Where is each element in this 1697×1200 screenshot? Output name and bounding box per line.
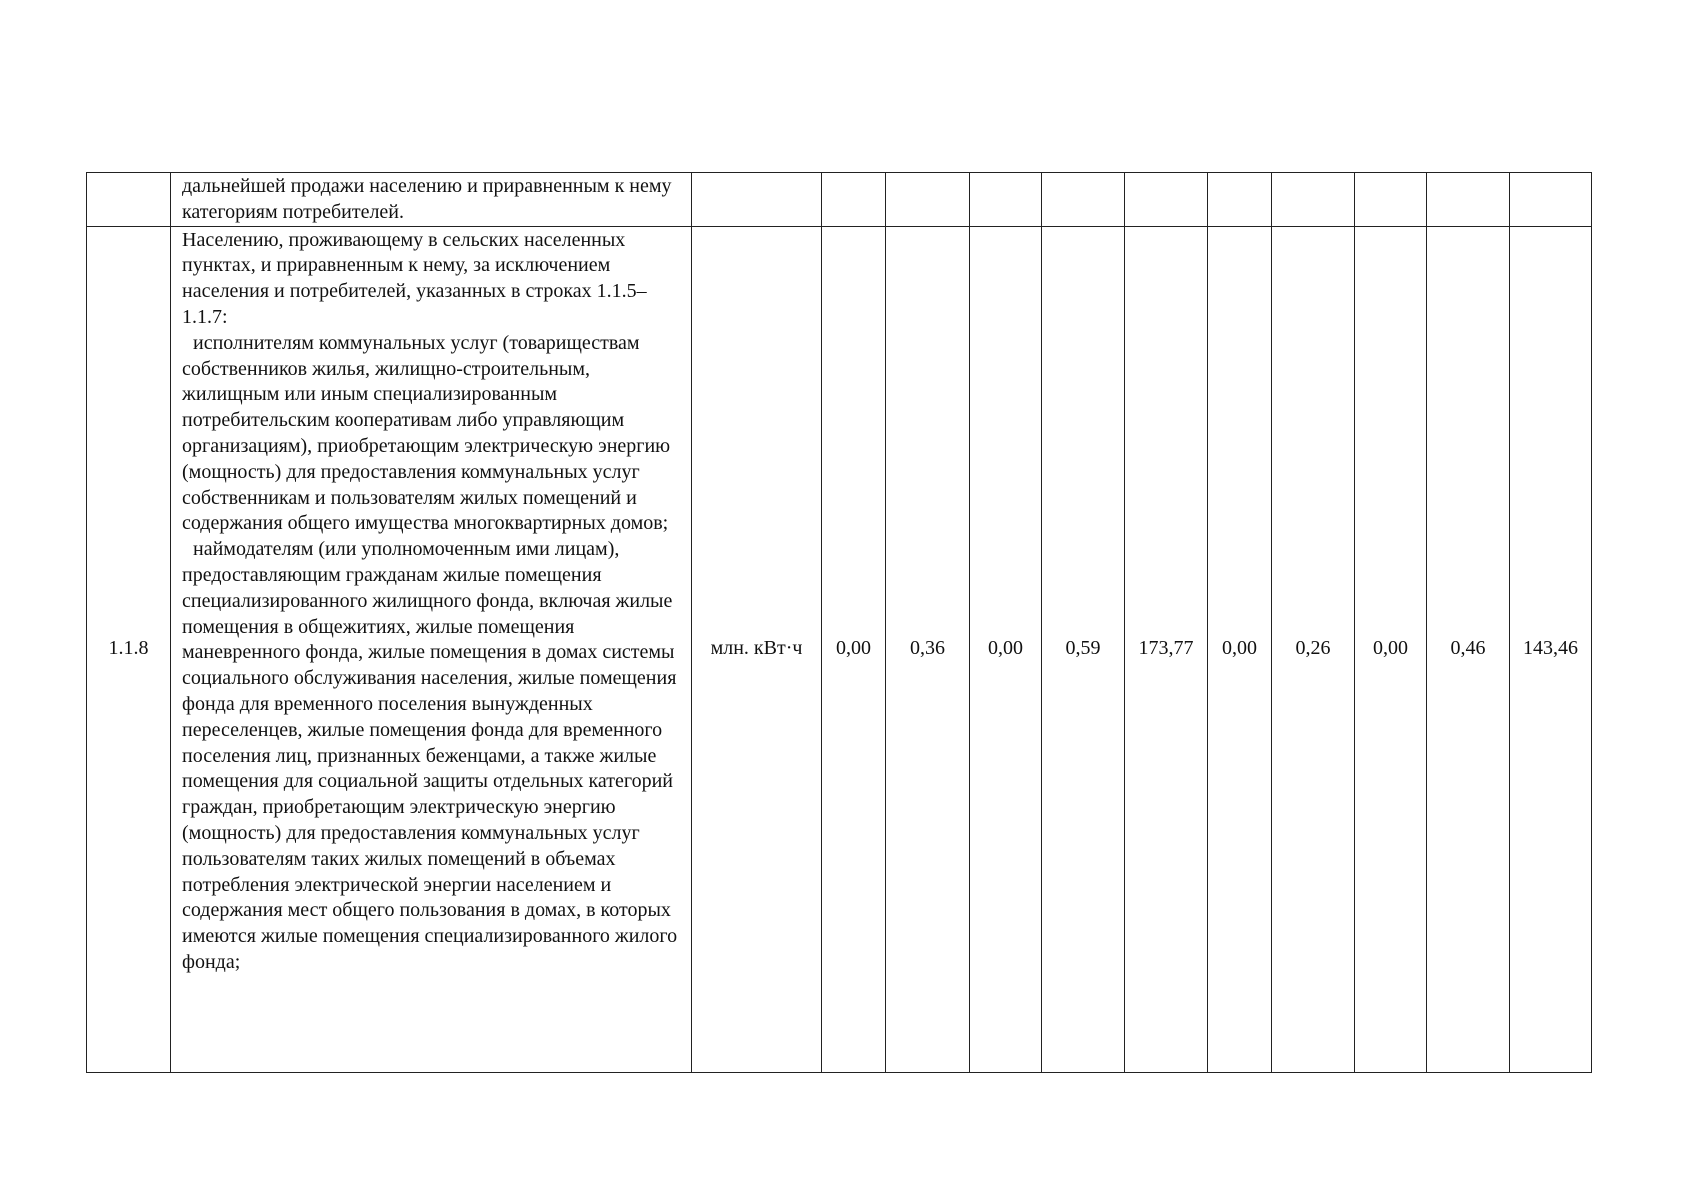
description-paragraph: Населению, проживающему в сельских населенных пунктах, и приравненным к нему, за исключением населения и потребителей, указанных в строках 1.1.5–1.1.7: bbox=[182, 228, 647, 328]
value-cell bbox=[1510, 173, 1592, 227]
value-cell bbox=[1042, 173, 1125, 227]
description-paragraph: исполнителям коммунальных услуг (товариществам собственников жилья, жилищно-строительным, жилищным или иным специализированным потребительским кооперативам либо управляющим организациям), приобретающим электрическую энергию (мощность) для предоставления коммунальных услуг собственникам и пользователям жилых помещений и содержания общего имущества многоквартирных домов; bbox=[182, 331, 671, 535]
value-cell: 0,59 bbox=[1042, 226, 1125, 1072]
table-row bbox=[87, 173, 1592, 227]
row-code-cell bbox=[87, 173, 171, 227]
value-cell bbox=[970, 173, 1042, 227]
value-cell: 143,46 bbox=[1510, 226, 1592, 1072]
value-cell: 0,00 bbox=[822, 226, 886, 1072]
value-cell: 0,00 bbox=[1208, 226, 1272, 1072]
value-cell: 0,26 bbox=[1272, 226, 1355, 1072]
value-cell bbox=[1427, 173, 1510, 227]
value-cell: 0,00 bbox=[970, 226, 1042, 1072]
description-paragraph: дальнейшей продажи населению и приравненным к нему категориям потребителей. bbox=[182, 175, 672, 223]
value-cell bbox=[1355, 173, 1427, 227]
row-description-cell bbox=[171, 226, 692, 1072]
value-cell: 0,36 bbox=[886, 226, 970, 1072]
description-paragraph: наймодателям (или уполномоченным ими лицам), предоставляющим гражданам жилые помещения специализированного жилищного фонда, включая жилые помещения в общежитиях, жилые помещения маневренного фонда, жилые помещения в домах системы социального обслуживания населения, жилые помещения фонда для временного поселения вынужденных переселенцев, жилые помещения фонда для временного поселения лиц, признанных беженцами, а также жилые помещения для социальной защиты отдельных категорий граждан, приобретающим электрическую энергию (мощность) для предоставления коммунальных услуг пользователям таких жилых помещений в объемах потребления электрической энергии населением и содержания мест общего пользования в домах, в которых имеются жилые помещения специализированного жилого фонда; bbox=[182, 538, 678, 973]
value-cell bbox=[822, 173, 886, 227]
value-cell bbox=[1125, 173, 1208, 227]
unit-cell bbox=[692, 173, 822, 227]
row-code-cell: 1.1.8 bbox=[87, 226, 171, 1072]
row-description-cell bbox=[171, 173, 692, 227]
value-cell: 173,77 bbox=[1125, 226, 1208, 1072]
table-row bbox=[87, 226, 1592, 1072]
value-cell: 0,46 bbox=[1427, 226, 1510, 1072]
value-cell bbox=[886, 173, 970, 227]
unit-cell: млн. кВт·ч bbox=[692, 226, 822, 1072]
tariff-table bbox=[86, 172, 1592, 1073]
value-cell bbox=[1272, 173, 1355, 227]
value-cell bbox=[1208, 173, 1272, 227]
value-cell: 0,00 bbox=[1355, 226, 1427, 1072]
